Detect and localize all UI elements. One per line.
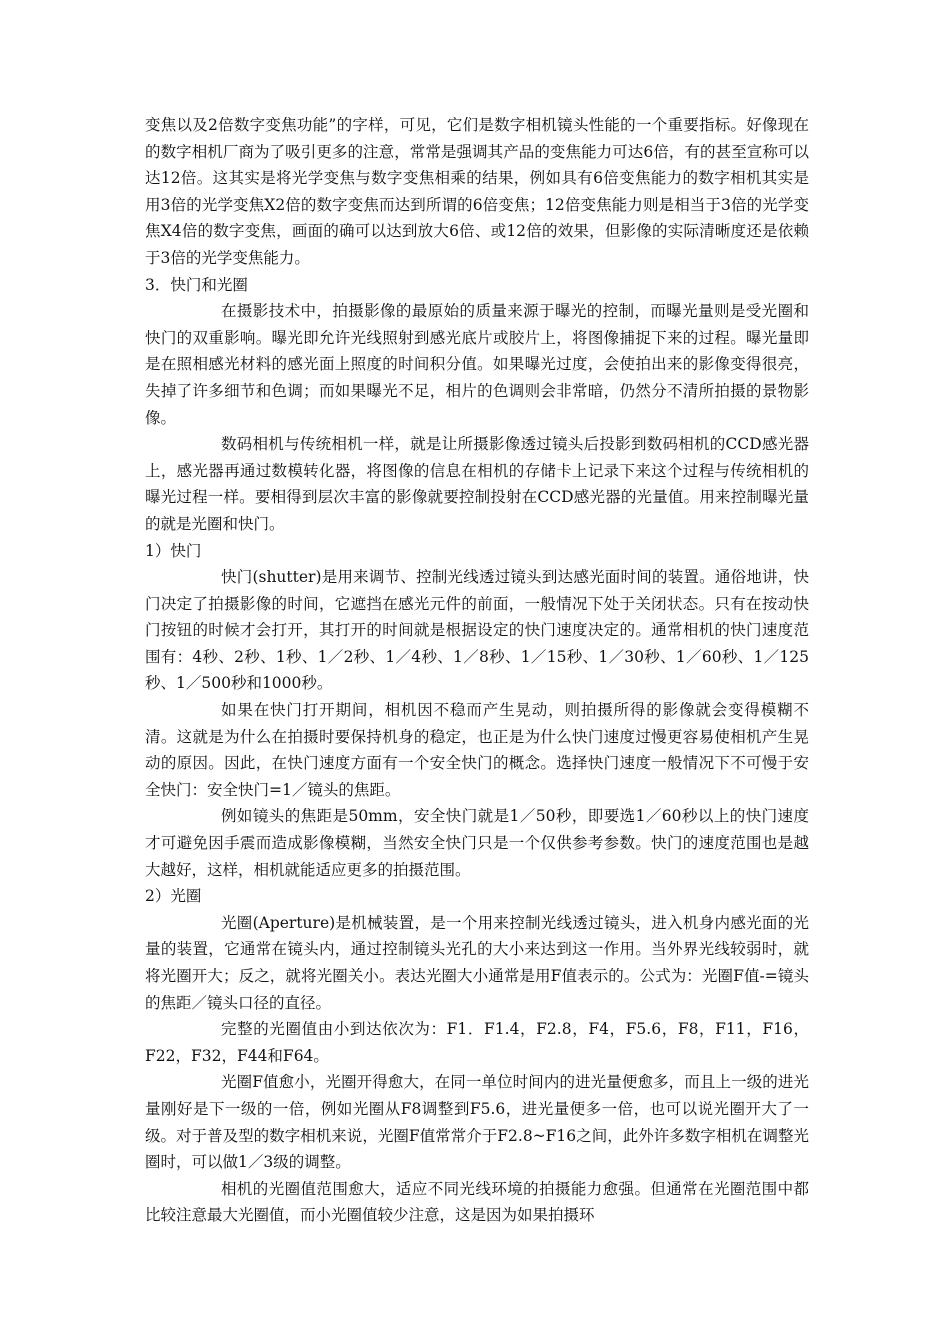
paragraph-aperture-definition: 光圈(Aperture)是机械装置，是一个用来控制光线透过镜头，进入机身内感光面的光量的装置，它通常在镜头内，通过控制镜头光孔的大小来达到这一作用。当外界光线较弱时，就将光圈开大；反之，就将光圈关小。表达光圈大小通常是用F值表示的。公式为：光圈F值-=镜头的焦距／镜头口径的直径。 [145, 913, 809, 1012]
paragraph-safe-shutter: 如果在快门打开期间，相机因不稳而产生晃动，则拍摄所得的影像就会变得模糊不清。这就是为什么在拍摄时要保持机身的稳定，也正是为什么快门速度过慢更容易使相机产生晃动的原因。因此，在快门速度方面有一个安全快门的概念。选择快门速度一般情况下不可慢于安全快门：安全快门=1／镜头的焦距。 [145, 701, 809, 799]
paragraph-aperture-range: 相机的光圈值范围愈大，适应不同光线环境的拍摄能力愈强。但通常在光圈范围中都比较注意最大光圈值，而小光圈值较少注意，这是因为如果拍摄环 [145, 1179, 809, 1225]
section-heading-shutter-aperture: 3．快门和光圈 [145, 275, 248, 294]
subheading-aperture: 2）光圈 [145, 887, 202, 906]
paragraph-ccd-exposure: 数码相机与传统相机一样，就是让所摄影像透过镜头后投影到数码相机的CCD感光器上，感光器再通过数模转化器，将图像的信息在相机的存储卡上记录下来这个过程与传统相机的曝光过程一样。要相得到层次丰富的影像就要控制投射在CCD感光器的光量值。用来控制曝光量的就是光圈和快门。 [145, 435, 809, 533]
document-page [145, 112, 809, 1229]
paragraph-aperture-values: 完整的光圈值由小到达依次为：F1．F1.4，F2.8，F4，F5.6，F8，F11，F16，F22，F32，F44和F64。 [145, 1020, 809, 1065]
paragraph-exposure: 在摄影技术中，拍摄影像的最原始的质量来源于曝光的控制，而曝光量则是受光圈和快门的双重影响。曝光即允许光线照射到感光底片或胶片上，将图像捕捉下来的过程。曝光量即是在照相感光材料的感光面上照度的时间积分值。如果曝光过度，会使拍出来的影像变得很亮，失掉了许多细节和色调；而如果曝光不足，相片的色调则会非常暗，仍然分不清所拍摄的景物影像。 [145, 302, 809, 427]
paragraph-zoom-intro: 变焦以及2倍数字变焦功能”的字样，可见，它们是数字相机镜头性能的一个重要指标。好像现在的数字相机厂商为了吸引更多的注意，常常是强调其产品的变焦能力可达6倍，有的甚至宣称可以达12倍。这其实是将光学变焦与数字变焦相乘的结果，例如具有6倍变焦能力的数字相机其实是用3倍的光学变焦X2倍的数字变焦而达到所谓的6倍变焦；12倍变焦能力则是相当于3倍的光学变焦X4倍的数字变焦，画面的确可以达到放大6倍、或12倍的效果，但影像的实际清晰度还是依赖于3倍的光学变焦能力。 [145, 116, 809, 267]
paragraph-safe-shutter-example: 例如镜头的焦距是50mm，安全快门就是1／50秒，即要选1／60秒以上的快门速度才可避免因手震而造成影像模糊，当然安全快门只是一个仅供参考参数。快门的速度范围也是越大越好，这样，相机就能适应更多的拍摄范围。 [145, 807, 809, 879]
paragraph-shutter-definition: 快门(shutter)是用来调节、控制光线透过镜头到达感光面时间的装置。通俗地讲，快门决定了拍摄影像的时间，它遮挡在感光元件的前面，一般情况下处于关闭状态。只有在按动快门按钮的时候才会打开，其打开的时间就是根据设定的快门速度决定的。通常相机的快门速度范围有：4秒、2秒、1秒、1／2秒、1／4秒、1／8秒、1／15秒、1／30秒、1／60秒、1／125秒、1／500秒和1000秒。 [145, 568, 809, 693]
paragraph-aperture-light: 光圈F值愈小，光圈开得愈大，在同一单位时间内的进光量便愈多，而且上一级的进光量刚好是下一级的一倍，例如光圈从F8调整到F5.6，进光量便多一倍，也可以说光圈开大了一级。对于普及型的数字相机来说，光圈F值常常介于F2.8~F16之间，此外许多数字相机在调整光圈时，可以做1／3级的调整。 [145, 1073, 809, 1172]
subheading-shutter: 1）快门 [145, 541, 202, 560]
